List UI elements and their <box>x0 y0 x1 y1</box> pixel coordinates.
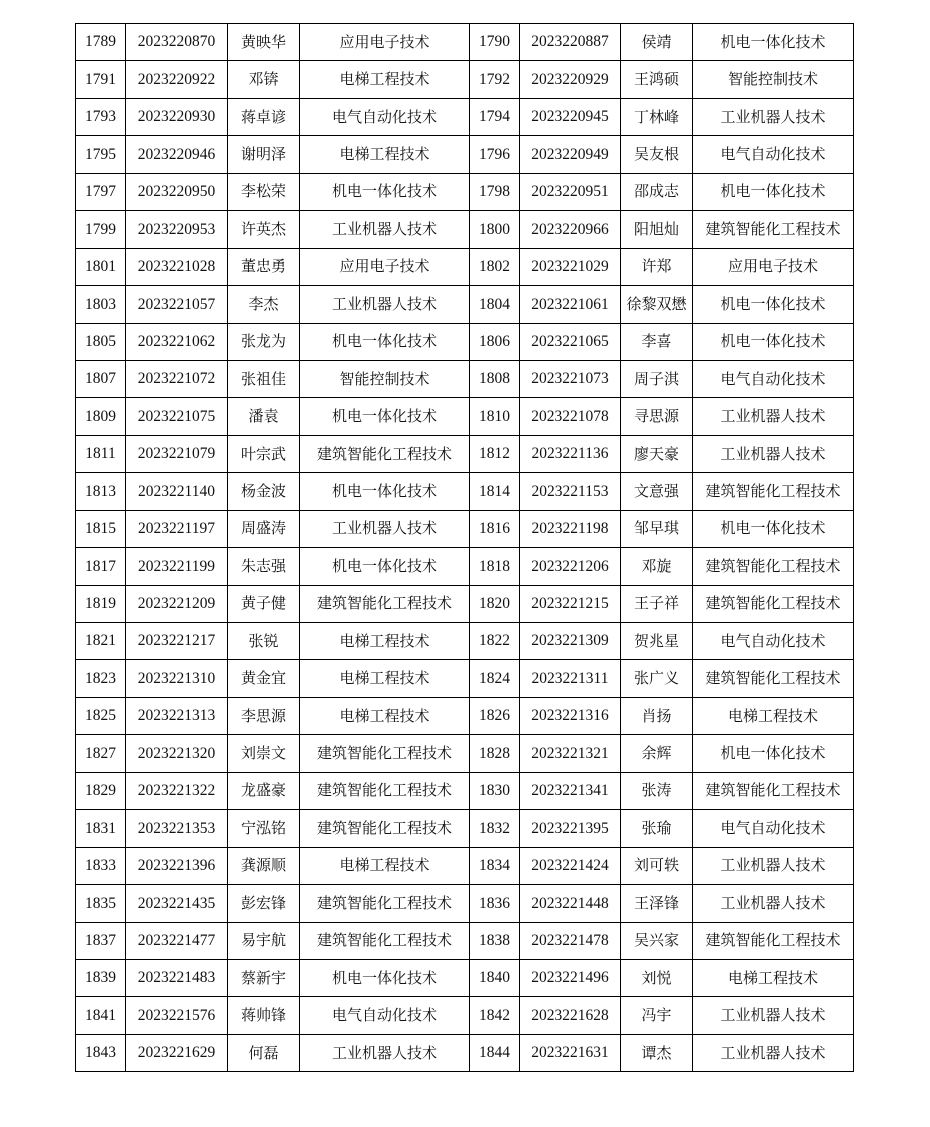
student-id-cell: 2023221496 <box>520 959 621 996</box>
sequence-number-cell: 1801 <box>76 248 126 285</box>
student-name-cell: 吴友根 <box>621 136 693 173</box>
sequence-number-cell: 1794 <box>470 98 520 135</box>
sequence-number-cell: 1829 <box>76 772 126 809</box>
student-id-cell: 2023221477 <box>126 922 228 959</box>
student-id-cell: 2023221309 <box>520 623 621 660</box>
sequence-number-cell: 1833 <box>76 847 126 884</box>
sequence-number-cell: 1812 <box>470 435 520 472</box>
student-name-cell: 刘可轶 <box>621 847 693 884</box>
major-cell: 电梯工程技术 <box>300 623 470 660</box>
sequence-number-cell: 1837 <box>76 922 126 959</box>
student-name-cell: 许英杰 <box>228 211 300 248</box>
sequence-number-cell: 1791 <box>76 61 126 98</box>
major-cell: 工业机器人技术 <box>693 997 854 1034</box>
sequence-number-cell: 1844 <box>470 1034 520 1071</box>
student-name-cell: 许郑 <box>621 248 693 285</box>
student-name-cell: 邓锛 <box>228 61 300 98</box>
student-id-cell: 2023221209 <box>126 585 228 622</box>
student-roster-table <box>75 23 854 1072</box>
student-name-cell: 蒋卓谚 <box>228 98 300 135</box>
student-id-cell: 2023221140 <box>126 473 228 510</box>
student-name-cell: 廖天豪 <box>621 435 693 472</box>
student-name-cell: 张锐 <box>228 623 300 660</box>
sequence-number-cell: 1832 <box>470 810 520 847</box>
table-row <box>76 959 854 996</box>
student-name-cell: 蒋帅锋 <box>228 997 300 1034</box>
major-cell: 电梯工程技术 <box>300 847 470 884</box>
table-row <box>76 847 854 884</box>
table-row <box>76 510 854 547</box>
table-row <box>76 473 854 510</box>
student-name-cell: 董忠勇 <box>228 248 300 285</box>
student-id-cell: 2023221316 <box>520 697 621 734</box>
major-cell: 机电一体化技术 <box>693 24 854 61</box>
student-name-cell: 李松荣 <box>228 173 300 210</box>
sequence-number-cell: 1835 <box>76 885 126 922</box>
sequence-number-cell: 1822 <box>470 623 520 660</box>
student-id-cell: 2023221136 <box>520 435 621 472</box>
sequence-number-cell: 1798 <box>470 173 520 210</box>
major-cell: 建筑智能化工程技术 <box>693 772 854 809</box>
student-id-cell: 2023220945 <box>520 98 621 135</box>
student-id-cell: 2023221029 <box>520 248 621 285</box>
table-row <box>76 24 854 61</box>
student-id-cell: 2023220966 <box>520 211 621 248</box>
major-cell: 建筑智能化工程技术 <box>300 435 470 472</box>
sequence-number-cell: 1809 <box>76 398 126 435</box>
student-name-cell: 张涛 <box>621 772 693 809</box>
student-id-cell: 2023221478 <box>520 922 621 959</box>
sequence-number-cell: 1841 <box>76 997 126 1034</box>
student-name-cell: 刘悦 <box>621 959 693 996</box>
student-name-cell: 朱志强 <box>228 548 300 585</box>
major-cell: 机电一体化技术 <box>693 510 854 547</box>
table-row <box>76 922 854 959</box>
student-id-cell: 2023221322 <box>126 772 228 809</box>
student-id-cell: 2023221576 <box>126 997 228 1034</box>
student-name-cell: 文意强 <box>621 473 693 510</box>
student-name-cell: 周盛涛 <box>228 510 300 547</box>
table-row <box>76 997 854 1034</box>
major-cell: 建筑智能化工程技术 <box>693 548 854 585</box>
sequence-number-cell: 1792 <box>470 61 520 98</box>
student-id-cell: 2023221321 <box>520 735 621 772</box>
sequence-number-cell: 1806 <box>470 323 520 360</box>
sequence-number-cell: 1813 <box>76 473 126 510</box>
student-name-cell: 张龙为 <box>228 323 300 360</box>
sequence-number-cell: 1793 <box>76 98 126 135</box>
student-id-cell: 2023220887 <box>520 24 621 61</box>
major-cell: 机电一体化技术 <box>300 959 470 996</box>
major-cell: 工业机器人技术 <box>693 435 854 472</box>
student-id-cell: 2023221073 <box>520 360 621 397</box>
student-id-cell: 2023221057 <box>126 286 228 323</box>
major-cell: 建筑智能化工程技术 <box>300 772 470 809</box>
student-name-cell: 蔡新宇 <box>228 959 300 996</box>
student-name-cell: 肖扬 <box>621 697 693 734</box>
student-name-cell: 宁泓铭 <box>228 810 300 847</box>
major-cell: 建筑智能化工程技术 <box>300 885 470 922</box>
student-id-cell: 2023221341 <box>520 772 621 809</box>
student-name-cell: 邹早琪 <box>621 510 693 547</box>
sequence-number-cell: 1789 <box>76 24 126 61</box>
table-row <box>76 98 854 135</box>
sequence-number-cell: 1804 <box>470 286 520 323</box>
student-name-cell: 何磊 <box>228 1034 300 1071</box>
major-cell: 机电一体化技术 <box>300 323 470 360</box>
student-name-cell: 叶宗武 <box>228 435 300 472</box>
major-cell: 工业机器人技术 <box>300 286 470 323</box>
major-cell: 工业机器人技术 <box>693 1034 854 1071</box>
student-name-cell: 张祖佳 <box>228 360 300 397</box>
student-id-cell: 2023221199 <box>126 548 228 585</box>
sequence-number-cell: 1818 <box>470 548 520 585</box>
major-cell: 工业机器人技术 <box>693 847 854 884</box>
student-id-cell: 2023221424 <box>520 847 621 884</box>
major-cell: 电气自动化技术 <box>693 810 854 847</box>
student-name-cell: 龙盛豪 <box>228 772 300 809</box>
student-name-cell: 彭宏锋 <box>228 885 300 922</box>
student-name-cell: 侯靖 <box>621 24 693 61</box>
student-name-cell: 黄子健 <box>228 585 300 622</box>
student-name-cell: 寻思源 <box>621 398 693 435</box>
major-cell: 建筑智能化工程技术 <box>300 585 470 622</box>
major-cell: 建筑智能化工程技术 <box>693 922 854 959</box>
student-id-cell: 2023220950 <box>126 173 228 210</box>
student-id-cell: 2023221078 <box>520 398 621 435</box>
sequence-number-cell: 1827 <box>76 735 126 772</box>
sequence-number-cell: 1799 <box>76 211 126 248</box>
sequence-number-cell: 1815 <box>76 510 126 547</box>
student-name-cell: 冯宇 <box>621 997 693 1034</box>
student-name-cell: 谭杰 <box>621 1034 693 1071</box>
table-row <box>76 735 854 772</box>
student-name-cell: 张广义 <box>621 660 693 697</box>
student-name-cell: 徐黎双懋 <box>621 286 693 323</box>
student-name-cell: 贺兆星 <box>621 623 693 660</box>
major-cell: 建筑智能化工程技术 <box>693 211 854 248</box>
student-id-cell: 2023221631 <box>520 1034 621 1071</box>
student-id-cell: 2023221215 <box>520 585 621 622</box>
sequence-number-cell: 1826 <box>470 697 520 734</box>
student-name-cell: 王子祥 <box>621 585 693 622</box>
student-name-cell: 谢明泽 <box>228 136 300 173</box>
student-id-cell: 2023221396 <box>126 847 228 884</box>
major-cell: 应用电子技术 <box>300 24 470 61</box>
sequence-number-cell: 1838 <box>470 922 520 959</box>
student-name-cell: 李杰 <box>228 286 300 323</box>
student-name-cell: 周子淇 <box>621 360 693 397</box>
student-id-cell: 2023221153 <box>520 473 621 510</box>
student-name-cell: 李思源 <box>228 697 300 734</box>
major-cell: 电气自动化技术 <box>693 623 854 660</box>
table-row <box>76 548 854 585</box>
student-name-cell: 易宇航 <box>228 922 300 959</box>
student-name-cell: 邵成志 <box>621 173 693 210</box>
student-name-cell: 龚源顺 <box>228 847 300 884</box>
student-id-cell: 2023221483 <box>126 959 228 996</box>
student-id-cell: 2023221448 <box>520 885 621 922</box>
major-cell: 应用电子技术 <box>300 248 470 285</box>
sequence-number-cell: 1802 <box>470 248 520 285</box>
major-cell: 智能控制技术 <box>693 61 854 98</box>
student-id-cell: 2023221075 <box>126 398 228 435</box>
student-id-cell: 2023221320 <box>126 735 228 772</box>
student-id-cell: 2023221395 <box>520 810 621 847</box>
sequence-number-cell: 1834 <box>470 847 520 884</box>
student-id-cell: 2023220949 <box>520 136 621 173</box>
major-cell: 工业机器人技术 <box>693 98 854 135</box>
sequence-number-cell: 1805 <box>76 323 126 360</box>
roster-body <box>76 24 854 1072</box>
major-cell: 工业机器人技术 <box>300 211 470 248</box>
student-id-cell: 2023220951 <box>520 173 621 210</box>
major-cell: 电气自动化技术 <box>693 360 854 397</box>
table-row <box>76 660 854 697</box>
student-id-cell: 2023221028 <box>126 248 228 285</box>
student-id-cell: 2023221072 <box>126 360 228 397</box>
student-name-cell: 王鸿硕 <box>621 61 693 98</box>
sequence-number-cell: 1796 <box>470 136 520 173</box>
student-name-cell: 潘袁 <box>228 398 300 435</box>
sequence-number-cell: 1819 <box>76 585 126 622</box>
sequence-number-cell: 1795 <box>76 136 126 173</box>
sequence-number-cell: 1807 <box>76 360 126 397</box>
major-cell: 机电一体化技术 <box>300 548 470 585</box>
major-cell: 机电一体化技术 <box>300 173 470 210</box>
major-cell: 电气自动化技术 <box>300 98 470 135</box>
table-row <box>76 323 854 360</box>
table-row <box>76 697 854 734</box>
student-id-cell: 2023221062 <box>126 323 228 360</box>
major-cell: 机电一体化技术 <box>300 473 470 510</box>
sequence-number-cell: 1839 <box>76 959 126 996</box>
table-row <box>76 885 854 922</box>
table-row <box>76 398 854 435</box>
major-cell: 建筑智能化工程技术 <box>300 735 470 772</box>
sequence-number-cell: 1843 <box>76 1034 126 1071</box>
student-id-cell: 2023220870 <box>126 24 228 61</box>
student-id-cell: 2023221079 <box>126 435 228 472</box>
major-cell: 电气自动化技术 <box>300 997 470 1034</box>
major-cell: 电梯工程技术 <box>300 697 470 734</box>
student-id-cell: 2023221198 <box>520 510 621 547</box>
sequence-number-cell: 1836 <box>470 885 520 922</box>
sequence-number-cell: 1825 <box>76 697 126 734</box>
major-cell: 应用电子技术 <box>693 248 854 285</box>
student-id-cell: 2023221217 <box>126 623 228 660</box>
sequence-number-cell: 1831 <box>76 810 126 847</box>
student-id-cell: 2023220929 <box>520 61 621 98</box>
student-name-cell: 吴兴家 <box>621 922 693 959</box>
major-cell: 工业机器人技术 <box>300 1034 470 1071</box>
student-name-cell: 余辉 <box>621 735 693 772</box>
sequence-number-cell: 1808 <box>470 360 520 397</box>
major-cell: 电梯工程技术 <box>300 660 470 697</box>
student-name-cell: 丁林峰 <box>621 98 693 135</box>
sequence-number-cell: 1830 <box>470 772 520 809</box>
sequence-number-cell: 1790 <box>470 24 520 61</box>
table-row <box>76 585 854 622</box>
student-name-cell: 王泽锋 <box>621 885 693 922</box>
table-row <box>76 173 854 210</box>
major-cell: 建筑智能化工程技术 <box>693 473 854 510</box>
sequence-number-cell: 1816 <box>470 510 520 547</box>
major-cell: 建筑智能化工程技术 <box>300 810 470 847</box>
sequence-number-cell: 1800 <box>470 211 520 248</box>
student-name-cell: 邓旋 <box>621 548 693 585</box>
major-cell: 建筑智能化工程技术 <box>300 922 470 959</box>
student-id-cell: 2023220953 <box>126 211 228 248</box>
major-cell: 工业机器人技术 <box>300 510 470 547</box>
table-row <box>76 61 854 98</box>
student-id-cell: 2023221065 <box>520 323 621 360</box>
major-cell: 机电一体化技术 <box>693 286 854 323</box>
table-row <box>76 435 854 472</box>
major-cell: 电梯工程技术 <box>693 959 854 996</box>
student-id-cell: 2023221061 <box>520 286 621 323</box>
table-row <box>76 772 854 809</box>
major-cell: 机电一体化技术 <box>693 735 854 772</box>
sequence-number-cell: 1823 <box>76 660 126 697</box>
sequence-number-cell: 1814 <box>470 473 520 510</box>
student-id-cell: 2023221197 <box>126 510 228 547</box>
student-name-cell: 阳旭灿 <box>621 211 693 248</box>
sequence-number-cell: 1820 <box>470 585 520 622</box>
major-cell: 电气自动化技术 <box>693 136 854 173</box>
table-row <box>76 136 854 173</box>
major-cell: 机电一体化技术 <box>693 323 854 360</box>
student-id-cell: 2023220930 <box>126 98 228 135</box>
student-id-cell: 2023221311 <box>520 660 621 697</box>
major-cell: 工业机器人技术 <box>693 885 854 922</box>
major-cell: 智能控制技术 <box>300 360 470 397</box>
sequence-number-cell: 1803 <box>76 286 126 323</box>
major-cell: 建筑智能化工程技术 <box>693 585 854 622</box>
student-id-cell: 2023221313 <box>126 697 228 734</box>
student-name-cell: 杨金波 <box>228 473 300 510</box>
student-name-cell: 李喜 <box>621 323 693 360</box>
sequence-number-cell: 1824 <box>470 660 520 697</box>
major-cell: 机电一体化技术 <box>300 398 470 435</box>
sequence-number-cell: 1797 <box>76 173 126 210</box>
student-name-cell: 黄金宜 <box>228 660 300 697</box>
student-name-cell: 刘崇文 <box>228 735 300 772</box>
table-row <box>76 810 854 847</box>
student-id-cell: 2023221628 <box>520 997 621 1034</box>
student-id-cell: 2023220922 <box>126 61 228 98</box>
table-row <box>76 360 854 397</box>
table-row <box>76 623 854 660</box>
major-cell: 电梯工程技术 <box>300 136 470 173</box>
major-cell: 电梯工程技术 <box>300 61 470 98</box>
sequence-number-cell: 1840 <box>470 959 520 996</box>
student-name-cell: 张瑜 <box>621 810 693 847</box>
major-cell: 电梯工程技术 <box>693 697 854 734</box>
major-cell: 工业机器人技术 <box>693 398 854 435</box>
sequence-number-cell: 1811 <box>76 435 126 472</box>
table-row <box>76 248 854 285</box>
sequence-number-cell: 1817 <box>76 548 126 585</box>
major-cell: 机电一体化技术 <box>693 173 854 210</box>
student-id-cell: 2023221435 <box>126 885 228 922</box>
major-cell: 建筑智能化工程技术 <box>693 660 854 697</box>
sequence-number-cell: 1842 <box>470 997 520 1034</box>
table-row <box>76 1034 854 1071</box>
student-id-cell: 2023221206 <box>520 548 621 585</box>
sequence-number-cell: 1810 <box>470 398 520 435</box>
table-row <box>76 286 854 323</box>
student-id-cell: 2023221310 <box>126 660 228 697</box>
student-id-cell: 2023220946 <box>126 136 228 173</box>
sequence-number-cell: 1821 <box>76 623 126 660</box>
student-id-cell: 2023221629 <box>126 1034 228 1071</box>
student-name-cell: 黄映华 <box>228 24 300 61</box>
student-id-cell: 2023221353 <box>126 810 228 847</box>
sequence-number-cell: 1828 <box>470 735 520 772</box>
table-row <box>76 211 854 248</box>
